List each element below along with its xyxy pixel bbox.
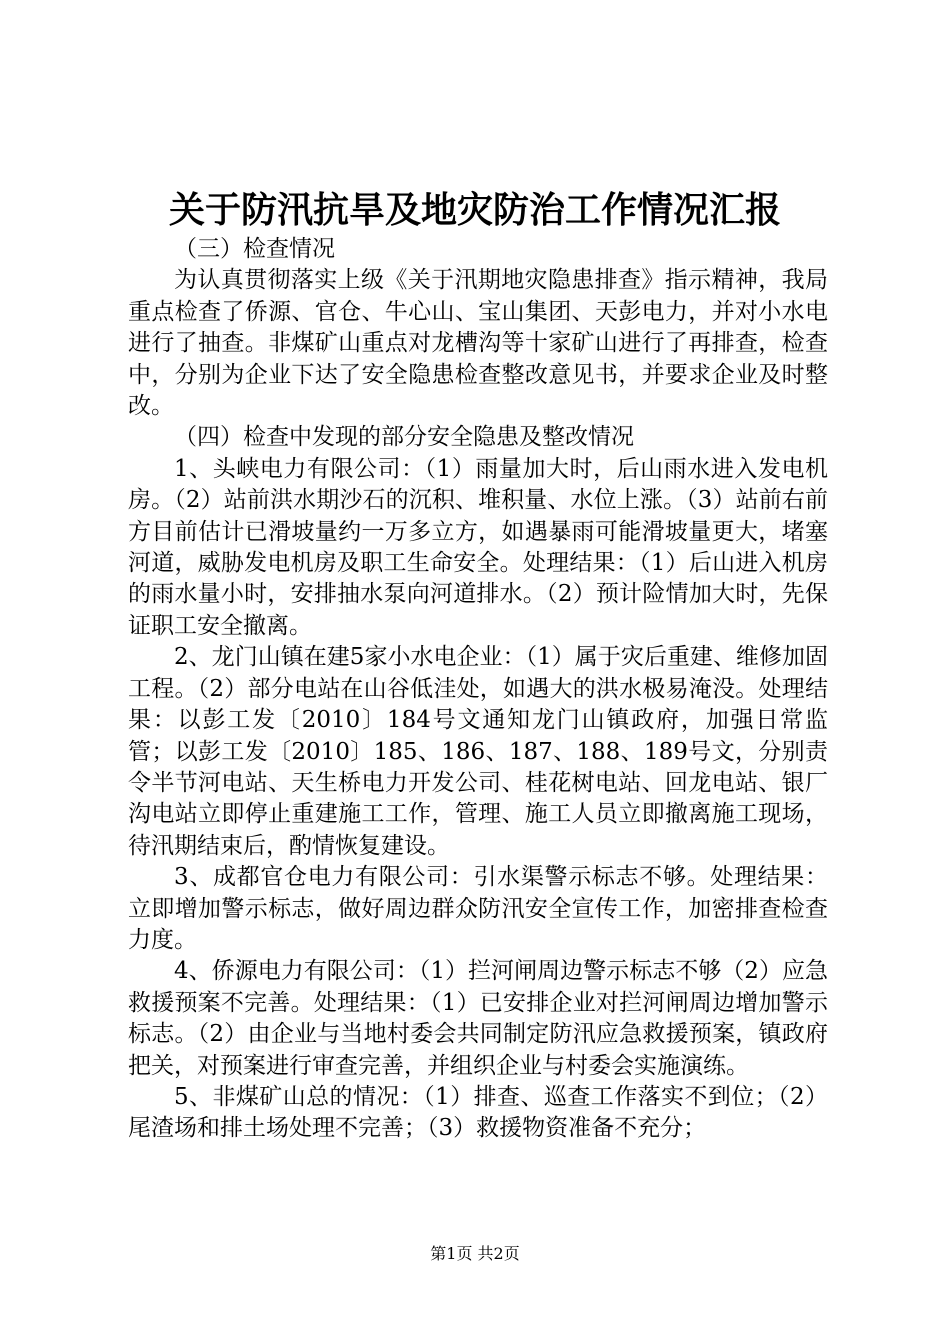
page-number-footer: 第1页 共2页 [430, 1244, 520, 1263]
paragraph-item-1: 1、头峡电力有限公司：（1）雨量加大时，后山雨水进入发电机房。（2）站前洪水期沙石的沉积、堆积量、水位上涨。（3）站前右前方目前估计已滑坡量约一万多立方，如遇暴雨可能滑坡量更大，堵塞河道，威胁发电机房及职工生命安全。处理结果：（1）后山进入机房的雨水量小时，安排抽水泵向河道排水。（2）预计险情加大时，先保证职工安全撤离。 [128, 455, 828, 639]
document-title: 关于防汛抗旱及地灾防治工作情况汇报 [168, 189, 781, 231]
section-heading-hazards: （四）检查中发现的部分安全隐患及整改情况 [174, 424, 634, 451]
section-heading-inspection: （三）检查情况 [174, 236, 335, 262]
document-body [128, 234, 828, 1145]
paragraph-inspection-summary: 为认真贯彻落实上级《关于汛期地灾隐患排查》指示精神，我局重点检查了侨源、官仓、牛心山、宝山集团、天彭电力，并对小水电进行了抽查。非煤矿山重点对龙槽沟等十家矿山进行了再排查，检查中，分别为企业下达了安全隐患检查整改意见书，并要求企业及时整改。 [128, 267, 828, 420]
paragraph-item-2: 2、龙门山镇在建5家小水电企业：（1）属于灾后重建、维修加固工程。（2）部分电站在山谷低洼处，如遇大的洪水极易淹没。处理结果：以彭工发〔2010〕184号文通知龙门山镇政府，加强日常监管；以彭工发〔2010〕185、186、187、188、189号文，分别责令半节河电站、天生桥电力开发公司、桂花树电站、回龙电站、银厂沟电站立即停止重建施工工作，管理、施工人员立即撤离施工现场，待汛期结束后，酌情恢复建设。 [128, 644, 828, 859]
paragraph-item-3: 3、成都官仓电力有限公司：引水渠警示标志不够。处理结果：立即增加警示标志，做好周边群众防汛安全宣传工作，加密排查检查力度。 [128, 864, 828, 953]
paragraph-item-4: 4、侨源电力有限公司：（1）拦河闸周边警示标志不够（2）应急救援预案不完善。处理结果：（1）已安排企业对拦河闸周边增加警示标志。（2）由企业与当地村委会共同制定防汛应急救援预案，镇政府把关，对预案进行审查完善，并组织企业与村委会实施演练。 [128, 958, 828, 1079]
paragraph-item-5: 5、非煤矿山总的情况：（1）排查、巡查工作落实不到位；（2）尾渣场和排土场处理不完善；（3）救援物资准备不充分； [128, 1083, 828, 1142]
